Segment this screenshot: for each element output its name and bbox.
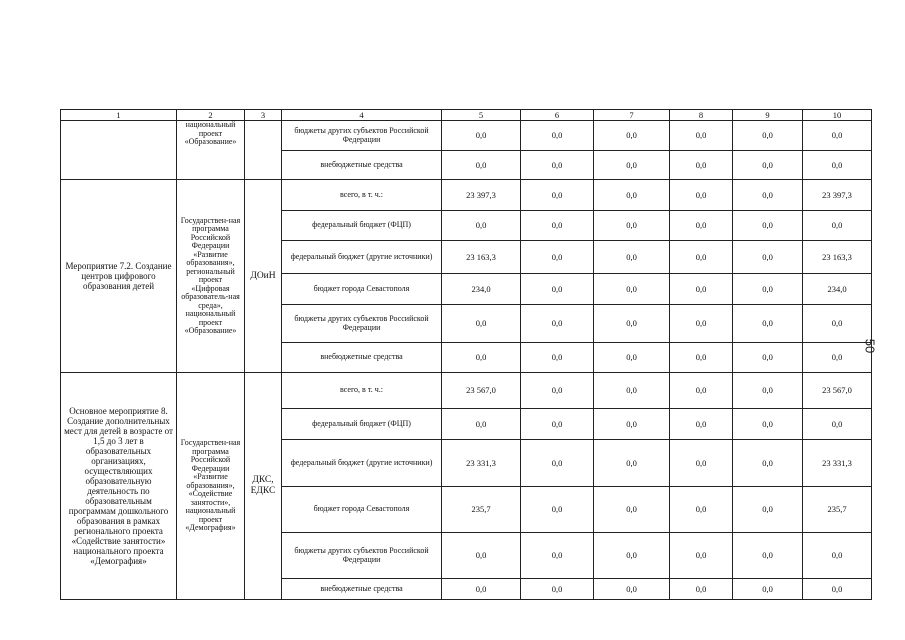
col-header: 7 — [594, 110, 670, 121]
value-cell: 0,0 — [803, 211, 872, 241]
value-cell: 0,0 — [670, 274, 733, 305]
value-cell: 0,0 — [521, 121, 594, 151]
value-cell: 0,0 — [521, 579, 594, 600]
activity-name-cell — [61, 121, 177, 180]
value-cell: 235,7 — [803, 487, 872, 533]
value-cell: 0,0 — [733, 440, 803, 487]
value-cell: 23 331,3 — [803, 440, 872, 487]
value-cell: 0,0 — [733, 533, 803, 579]
funding-source-cell: внебюджетные средства — [282, 579, 442, 600]
value-cell: 0,0 — [670, 579, 733, 600]
value-cell: 0,0 — [733, 211, 803, 241]
value-cell: 0,0 — [670, 180, 733, 211]
value-cell: 23 567,0 — [442, 373, 521, 409]
funding-source-cell: всего, в т. ч.: — [282, 373, 442, 409]
funding-source-cell: бюджет города Севастополя — [282, 274, 442, 305]
value-cell: 23 397,3 — [442, 180, 521, 211]
value-cell: 0,0 — [521, 373, 594, 409]
value-cell: 0,0 — [803, 533, 872, 579]
value-cell: 0,0 — [670, 151, 733, 180]
value-cell: 234,0 — [442, 274, 521, 305]
value-cell: 0,0 — [803, 579, 872, 600]
value-cell: 0,0 — [594, 241, 670, 274]
activity-name-cell: Мероприятие 7.2. Создание центров цифрового образования детей — [61, 180, 177, 373]
funding-source-cell: внебюджетные средства — [282, 343, 442, 373]
funding-source-cell: бюджеты других субъектов Российской Федерации — [282, 305, 442, 343]
value-cell: 23 163,3 — [803, 241, 872, 274]
value-cell: 0,0 — [803, 305, 872, 343]
funding-source-cell: бюджет города Севастополя — [282, 487, 442, 533]
col-header: 5 — [442, 110, 521, 121]
value-cell: 0,0 — [442, 305, 521, 343]
value-cell: 0,0 — [670, 305, 733, 343]
value-cell: 0,0 — [521, 533, 594, 579]
value-cell: 0,0 — [521, 151, 594, 180]
funding-source-cell: внебюджетные средства — [282, 151, 442, 180]
value-cell: 0,0 — [594, 211, 670, 241]
value-cell: 0,0 — [594, 151, 670, 180]
value-cell: 23 331,3 — [442, 440, 521, 487]
value-cell: 0,0 — [733, 409, 803, 440]
col-header: 8 — [670, 110, 733, 121]
value-cell: 0,0 — [521, 180, 594, 211]
value-cell: 0,0 — [521, 274, 594, 305]
col-header: 1 — [61, 110, 177, 121]
program-cell: национальный проект «Образование» — [177, 121, 245, 180]
value-cell: 23 567,0 — [803, 373, 872, 409]
funding-source-cell: бюджеты других субъектов Российской Федерации — [282, 533, 442, 579]
page-number: 50 — [862, 338, 878, 354]
activity-name-cell: Основное мероприятие 8. Создание дополнительных мест для детей в возрасте от 1,5 до 3 лет в образовательных организациях, осуществляющих образовательную деятельность по образовательным программам дошкольного образования в рамках регионального проекта «Содействие занятости» национального проекта «Демография» — [61, 373, 177, 600]
value-cell: 234,0 — [803, 274, 872, 305]
value-cell: 0,0 — [733, 579, 803, 600]
value-cell: 0,0 — [521, 440, 594, 487]
value-cell: 0,0 — [442, 409, 521, 440]
value-cell: 235,7 — [442, 487, 521, 533]
value-cell: 0,0 — [521, 241, 594, 274]
value-cell: 0,0 — [803, 121, 872, 151]
table-row — [61, 180, 872, 211]
value-cell: 0,0 — [594, 274, 670, 305]
value-cell: 0,0 — [670, 373, 733, 409]
value-cell: 0,0 — [670, 343, 733, 373]
value-cell: 0,0 — [594, 579, 670, 600]
funding-source-cell: бюджеты других субъектов Российской Федерации — [282, 121, 442, 151]
value-cell: 0,0 — [670, 487, 733, 533]
program-cell: Государствен-ная программа Российской Федерации «Развитие образования», региональный проект «Цифровая образователь-ная среда», национальный проект «Образование» — [177, 180, 245, 373]
col-header: 3 — [245, 110, 282, 121]
value-cell: 0,0 — [733, 373, 803, 409]
col-header: 6 — [521, 110, 594, 121]
value-cell: 0,0 — [594, 409, 670, 440]
col-header: 9 — [733, 110, 803, 121]
value-cell: 0,0 — [521, 305, 594, 343]
funding-source-cell: федеральный бюджет (ФЦП) — [282, 409, 442, 440]
value-cell: 0,0 — [670, 241, 733, 274]
funding-source-cell: федеральный бюджет (другие источники) — [282, 440, 442, 487]
value-cell: 0,0 — [442, 533, 521, 579]
col-header: 2 — [177, 110, 245, 121]
value-cell: 0,0 — [670, 121, 733, 151]
value-cell: 0,0 — [670, 409, 733, 440]
table-row — [61, 373, 872, 409]
value-cell: 0,0 — [594, 440, 670, 487]
value-cell: 0,0 — [442, 579, 521, 600]
header-row — [61, 110, 872, 121]
value-cell: 0,0 — [521, 211, 594, 241]
value-cell: 0,0 — [670, 440, 733, 487]
value-cell: 0,0 — [733, 305, 803, 343]
value-cell: 0,0 — [803, 343, 872, 373]
value-cell: 0,0 — [733, 151, 803, 180]
funding-source-cell: всего, в т. ч.: — [282, 180, 442, 211]
value-cell: 0,0 — [521, 409, 594, 440]
value-cell: 0,0 — [442, 211, 521, 241]
value-cell: 0,0 — [594, 121, 670, 151]
value-cell: 0,0 — [594, 343, 670, 373]
value-cell: 0,0 — [733, 121, 803, 151]
value-cell: 0,0 — [594, 305, 670, 343]
value-cell: 0,0 — [803, 409, 872, 440]
funding-source-cell: федеральный бюджет (другие источники) — [282, 241, 442, 274]
value-cell: 0,0 — [670, 211, 733, 241]
table-row — [61, 121, 872, 151]
col-header: 4 — [282, 110, 442, 121]
value-cell: 0,0 — [442, 121, 521, 151]
value-cell: 0,0 — [733, 274, 803, 305]
value-cell: 0,0 — [733, 180, 803, 211]
executor-cell: ДКС, ЕДКС — [245, 373, 282, 600]
executor-cell: ДОиН — [245, 180, 282, 373]
executor-cell — [245, 121, 282, 180]
funding-table — [60, 109, 872, 600]
value-cell: 0,0 — [803, 151, 872, 180]
value-cell: 0,0 — [442, 343, 521, 373]
value-cell: 23 397,3 — [803, 180, 872, 211]
value-cell: 0,0 — [442, 151, 521, 180]
value-cell: 0,0 — [594, 373, 670, 409]
value-cell: 0,0 — [670, 533, 733, 579]
value-cell: 0,0 — [594, 180, 670, 211]
funding-source-cell: федеральный бюджет (ФЦП) — [282, 211, 442, 241]
value-cell: 0,0 — [733, 241, 803, 274]
program-cell: Государствен-ная программа Российской Федерации «Развитие образования», «Содействие занятости», национальный проект «Демография» — [177, 373, 245, 600]
value-cell: 0,0 — [521, 487, 594, 533]
value-cell: 0,0 — [521, 343, 594, 373]
value-cell: 0,0 — [594, 487, 670, 533]
col-header: 10 — [803, 110, 872, 121]
value-cell: 23 163,3 — [442, 241, 521, 274]
value-cell: 0,0 — [733, 343, 803, 373]
value-cell: 0,0 — [733, 487, 803, 533]
value-cell: 0,0 — [594, 533, 670, 579]
